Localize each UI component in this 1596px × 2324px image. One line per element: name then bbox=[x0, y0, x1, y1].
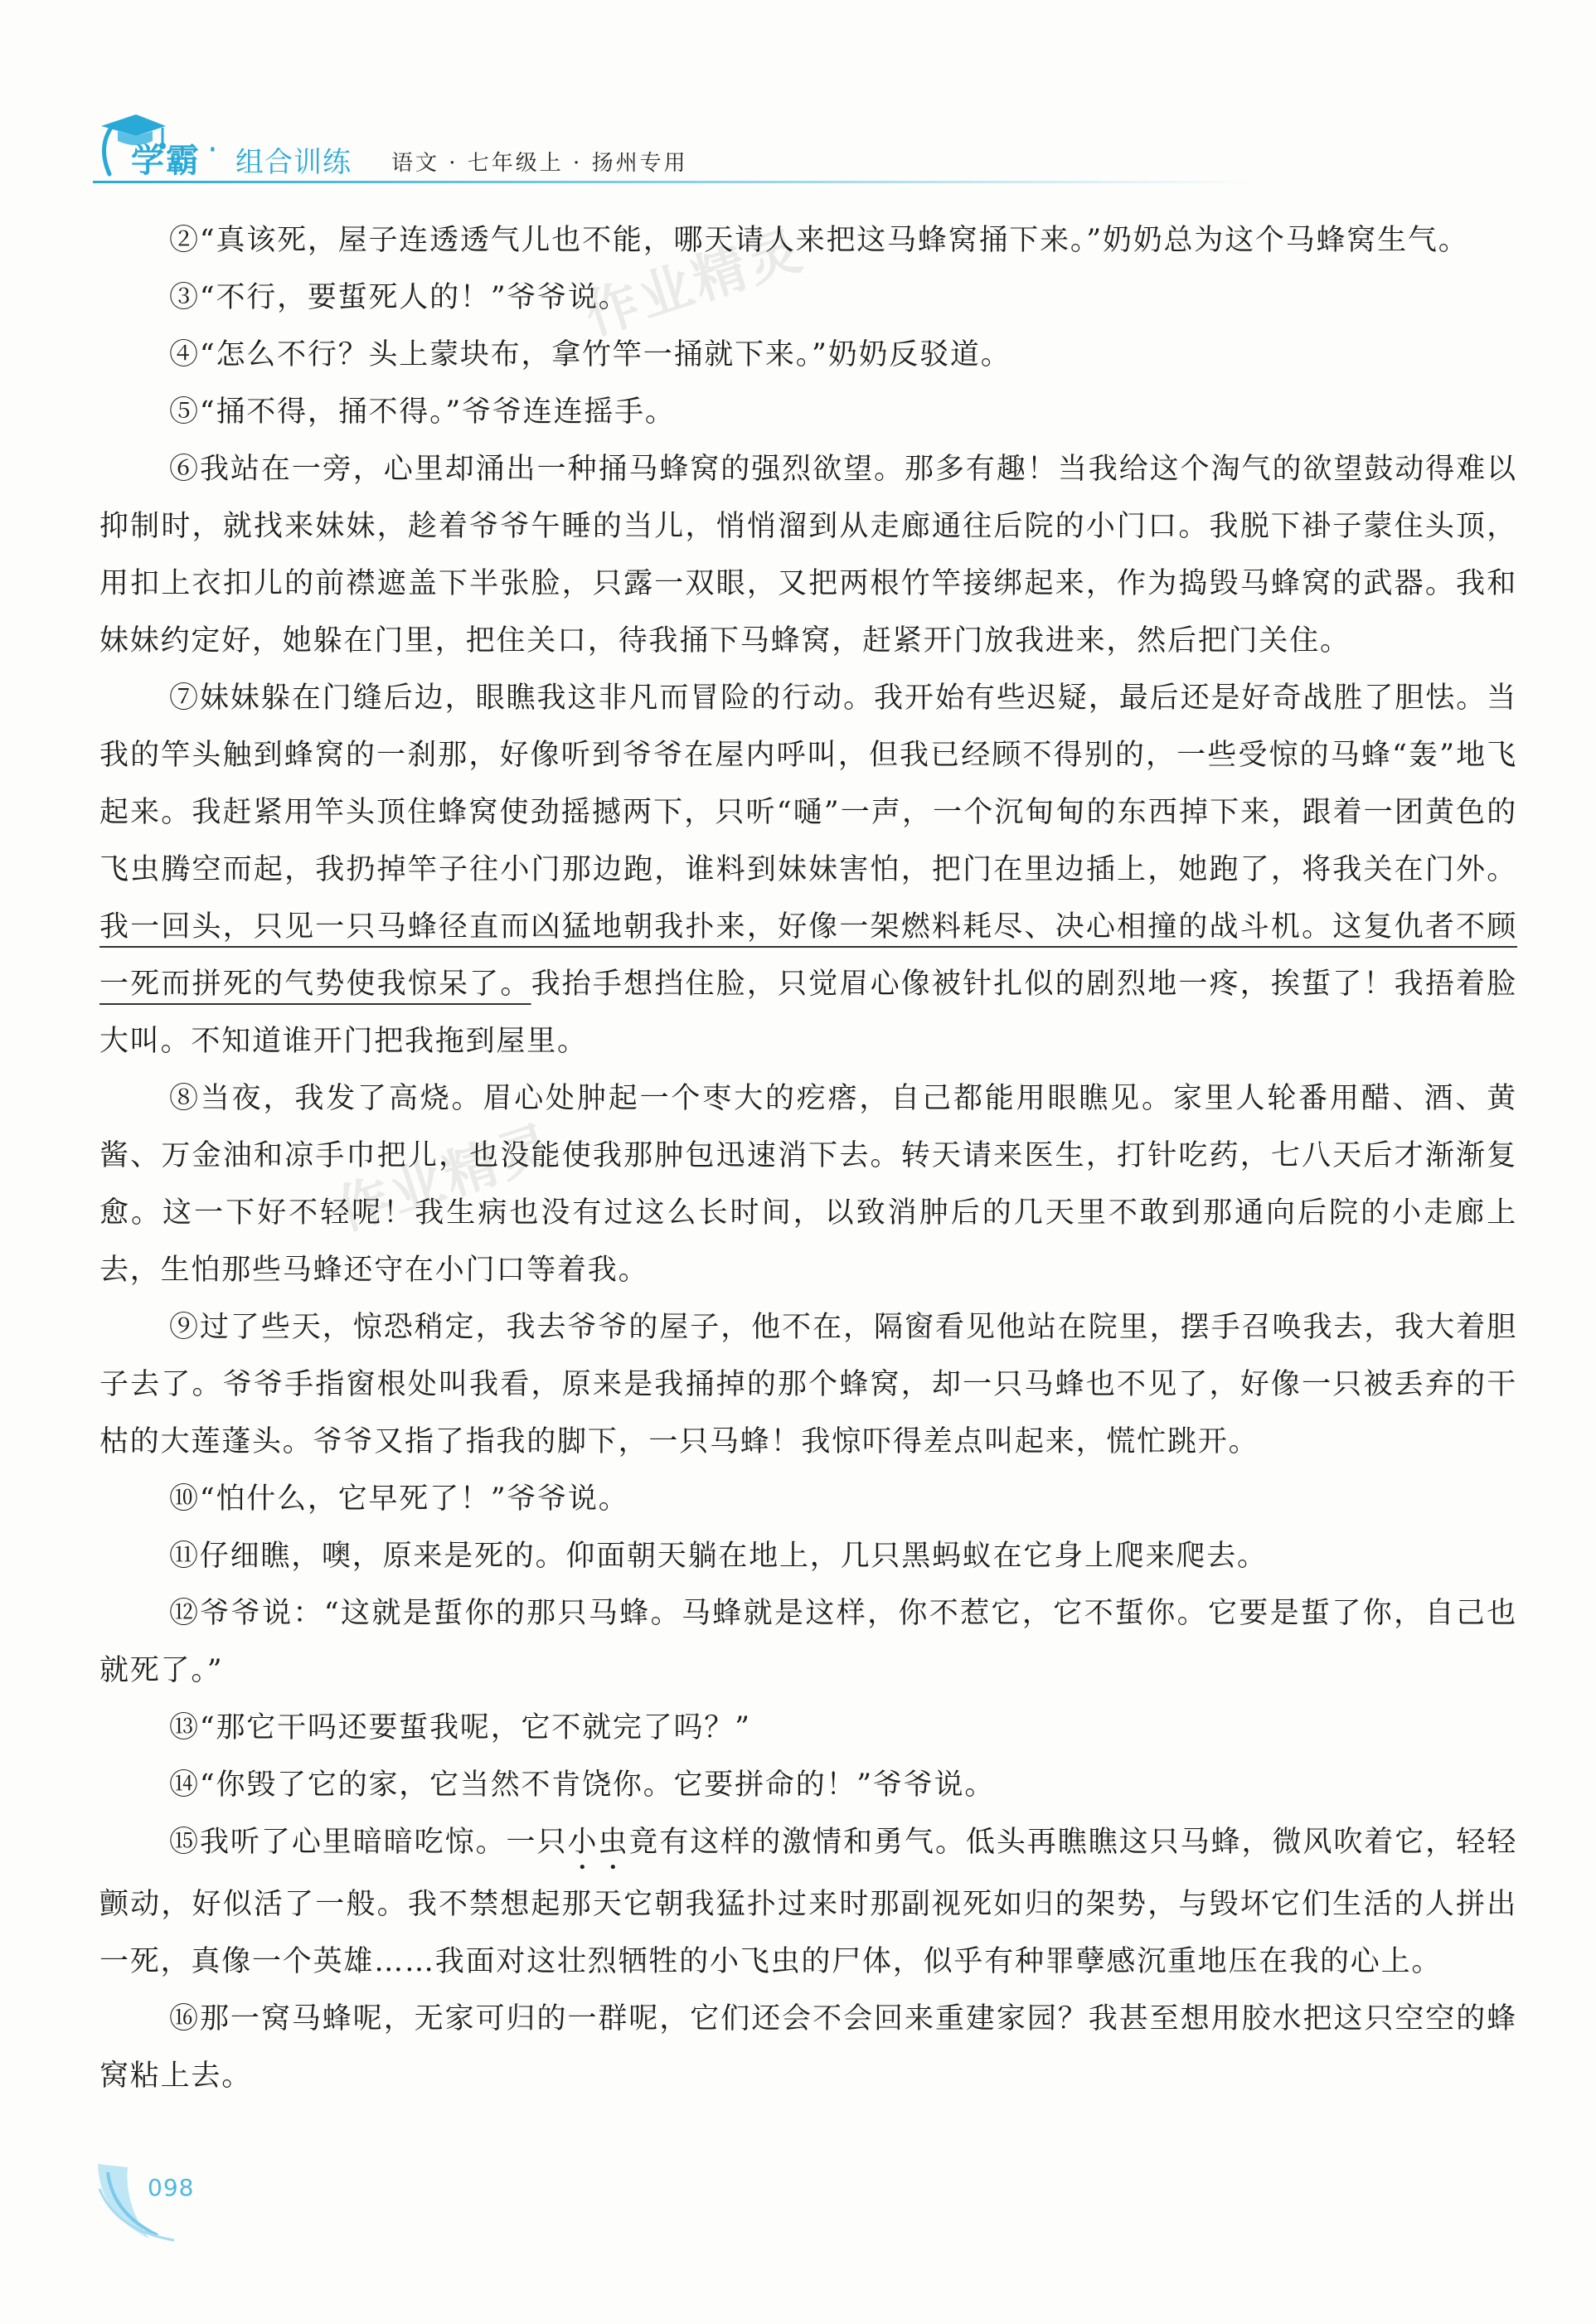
page-header bbox=[93, 106, 1502, 189]
page-number: 098 bbox=[148, 2174, 195, 2201]
paragraph-7-text-end: 我抬手想挡住脸，只觉眉心像被针扎似的剧烈地一疼，挨蜇了！我捂着脸大叫。不知道谁开门把我拖到屋里。 bbox=[99, 968, 1518, 1058]
paragraph-15 bbox=[99, 1814, 1517, 1991]
brand-subtitle: 组合训练 bbox=[235, 146, 352, 179]
brand-title: 学霸 bbox=[131, 142, 201, 180]
underlined-sentence: 我一回头，只见一只马蜂径直而凶猛地朝我扑来，好像一架燃料耗尽、决心相撞的战斗机。这复仇者不顾一死而拼死的气势使我惊呆了。 bbox=[99, 910, 1517, 1001]
paragraph-14: ⑭“你毁了它的家，它当然不肯饶你。它要拼命的！”爷爷说。 bbox=[169, 1768, 996, 1802]
watermark: 作业精灵 bbox=[578, 219, 812, 347]
feather-corner-icon bbox=[91, 2156, 199, 2247]
paragraph-13: ⑬“那它干吗还要蜇我呢，它不就完了吗？” bbox=[169, 1711, 751, 1744]
paragraph-2: ②“真该死，屋子连透透气儿也不能，哪天请人来把这马蜂窝捅下来。”奶奶总为这个马蜂窝生气。 bbox=[169, 224, 1469, 257]
paragraph-7 bbox=[99, 670, 1517, 1070]
brand-separator: · bbox=[207, 131, 218, 169]
emphasized-word: 小虫 bbox=[567, 1826, 629, 1859]
paragraph-16: ⑯那一窝马蜂呢，无家可归的一群呢，它们还会不会回来重建家园？我甚至想用胶水把这只空空的蜂窝粘上去。 bbox=[99, 2002, 1517, 2093]
paragraph-15-text-end: 竟有这样的激情和勇气。低头再瞧瞧这只马蜂，微风吹着它，轻轻颤动，好似活了一般。我不禁想起那天它朝我猛扑过来时那副视死如归的架势，与毁坏它们生活的人拼出一死，真像一个英雄……我面对这壮烈牺牲的小飞虫的尸体，似乎有种罪孽感沉重地压在我的心上。 bbox=[99, 1826, 1517, 1978]
paragraph-12: ⑫爷爷说：“这就是蜇你的那只马蜂。马蜂就是这样，你不惹它，它不蜇你。它要是蜇了你，自己也就死了。” bbox=[99, 1597, 1517, 1687]
paragraph-5: ⑤“捅不得，捅不得。”爷爷连连摇手。 bbox=[169, 395, 676, 429]
paragraph-4: ④“怎么不行？头上蒙块布，拿竹竿一捅就下来。”奶奶反驳道。 bbox=[169, 338, 1011, 371]
paragraph-10: ⑩“怕什么，它早死了！”爷爷说。 bbox=[169, 1482, 629, 1516]
article-body bbox=[99, 212, 1517, 2105]
paragraph-11: ⑪仔细瞧，噢，原来是死的。仰面朝天躺在地上，几只黑蚂蚁在它身上爬来爬去。 bbox=[169, 1540, 1268, 1573]
paragraph-3: ③“不行，要蜇死人的！”爷爷说。 bbox=[169, 281, 629, 314]
paragraph-8: ⑧当夜，我发了高烧。眉心处肿起一个枣大的疙瘩，自己都能用眼瞧见。家里人轮番用醋、酒、黄酱、万金油和凉手巾把儿，也没能使我那肿包迅速消下去。转天请来医生，打针吃药，七八天后才渐渐复愈。这一下好不轻呢！我生病也没有过这么长时间，以致消肿后的几天里不敢到那通向后院的小走廊上去，生怕那些马蜂还守在小门口等着我。 bbox=[99, 1082, 1517, 1287]
paragraph-7-text: ⑦妹妹躲在门缝后边，眼瞧我这非凡而冒险的行动。我开始有些迟疑，最后还是好奇战胜了胆怯。当我的竿头触到蜂窝的一刹那，好像听到爷爷在屋内呼叫，但我已经顾不得别的，一些受惊的马蜂“轰”地飞起来。我赶紧用竿头顶住蜂窝使劲摇撼两下，只听“嗵”一声，一个沉甸甸的东西掉下来，跟着一团黄色的飞虫腾空而起，我扔掉竿子往小门那边跑，谁料到妹妹害怕，把门在里边插上，她跑了，将我关在门外。 bbox=[99, 682, 1517, 886]
header-divider bbox=[93, 181, 1254, 183]
book-meta: 语文 · 七年级上 · 扬州专用 bbox=[391, 151, 688, 176]
paragraph-9: ⑨过了些天，惊恐稍定，我去爷爷的屋子，他不在，隔窗看见他站在院里，摆手召唤我去，我大着胆子去了。爷爷手指窗根处叫我看，原来是我捅掉的那个蜂窝，却一只马蜂也不见了，好像一只被丢弃的干枯的大莲蓬头。爷爷又指了指我的脚下，一只马蜂！我惊吓得差点叫起来，慌忙跳开。 bbox=[99, 1311, 1517, 1458]
paragraph-6: ⑥我站在一旁，心里却涌出一种捅马蜂窝的强烈欲望。那多有趣！当我给这个淘气的欲望鼓动得难以抑制时，就找来妹妹，趁着爷爷午睡的当儿，悄悄溜到从走廊通往后院的小门口。我脱下褂子蒙住头顶，用扣上衣扣儿的前襟遮盖下半张脸，只露一双眼，又把两根竹竿接绑起来，作为捣毁马蜂窝的武器。我和妹妹约定好，她躲在门里，把住关口，待我捅下马蜂窝，赶紧开门放我进来，然后把门关住。 bbox=[99, 453, 1517, 657]
paragraph-15-text: ⑮我听了心里暗暗吃惊。一只 bbox=[169, 1826, 568, 1859]
watermark: 作业精灵 bbox=[329, 1114, 563, 1243]
